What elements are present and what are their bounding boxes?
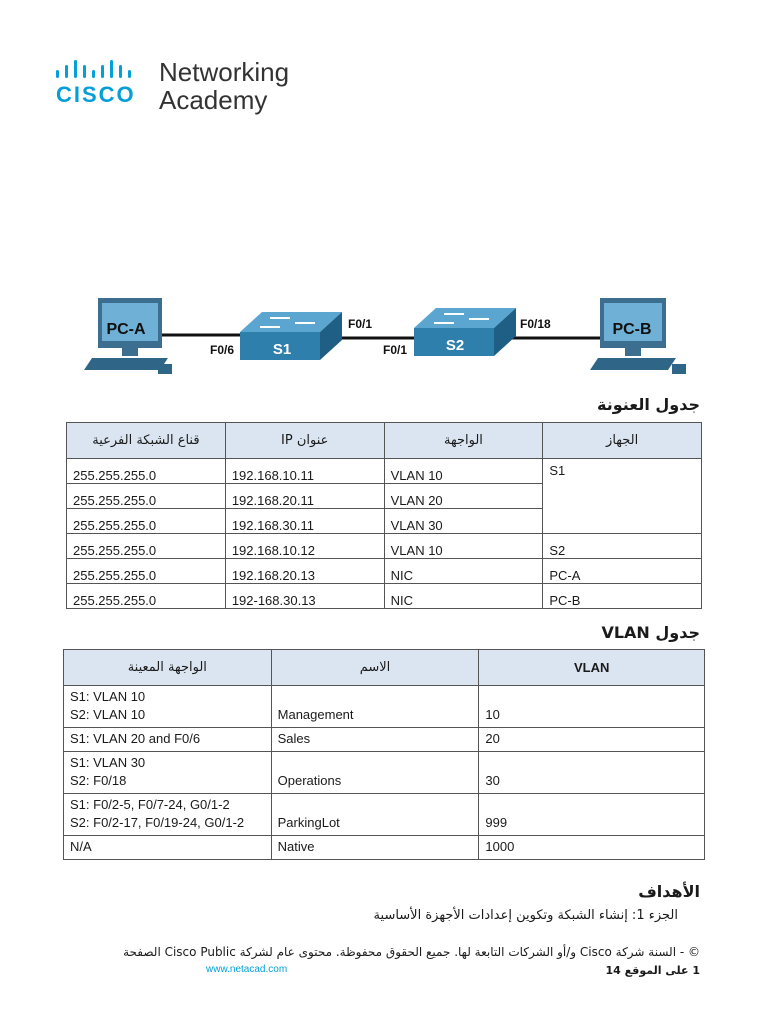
cell-vlan: 1000 (479, 836, 705, 860)
cell-vlan: 10 (479, 686, 705, 728)
logo-networking: Networking (159, 57, 290, 87)
header-name: الاسم (271, 650, 479, 686)
cell-ip: 192.168.10.12 (225, 534, 384, 559)
objective-part-1: الجزء 1: إنشاء الشبكة وتكوين إعدادات الأجهزة الأساسية (373, 908, 678, 923)
assigned-line: S2: F0/2-17, F0/19-24, G0/1-2 (70, 815, 245, 830)
cell-vlan: 999 (479, 794, 705, 836)
cell-assigned: S1: VLAN 20 and F0/6 (64, 728, 272, 752)
assigned-line: S1: VLAN 10 (70, 689, 146, 704)
cell-ip: 192.168.30.11 (225, 509, 384, 534)
addressing-table (66, 422, 702, 609)
port-s1-s2: F0/1 (348, 317, 373, 331)
page-number: 1 على الموقع 14 (605, 964, 700, 977)
cell-name: Native (271, 836, 479, 860)
addressing-table-title: جدول العنونة (597, 395, 700, 414)
cell-mask: 255.255.255.0 (67, 484, 226, 509)
table-row (64, 752, 705, 794)
header-assigned: الواجهة المعينة (64, 650, 272, 686)
assigned-line: S2: F0/18 (70, 773, 127, 788)
cell-assigned (64, 752, 272, 794)
cell-device: PC-B (543, 584, 702, 609)
cell-interface: NIC (384, 584, 543, 609)
cisco-networking-academy-logo (54, 58, 314, 118)
cell-ip: 192.168.20.13 (225, 559, 384, 584)
cell-ip: 192-168.30.13 (225, 584, 384, 609)
table-row (64, 686, 705, 728)
cisco-bars-icon (54, 60, 148, 80)
port-s2-s1: F0/1 (383, 343, 408, 357)
cell-mask: 255.255.255.0 (67, 509, 226, 534)
network-topology-diagram (80, 290, 700, 390)
footer-copyright: © - السنة شركة Cisco و/أو الشركات التابعة لها. جميع الحقوق محفوظة. محتوى عام لشركة Cisco Public الصفحة (123, 945, 700, 959)
addressing-header-row (67, 423, 702, 459)
cell-device: S2 (543, 534, 702, 559)
table-row (67, 559, 702, 584)
netacad-link[interactable]: www.netacad.com (206, 964, 288, 975)
cell-device: PC-A (543, 559, 702, 584)
switch-s2-icon (414, 308, 516, 356)
assigned-line: S1: VLAN 30 (70, 755, 146, 770)
footer-second-line (68, 964, 700, 980)
cell-assigned (64, 794, 272, 836)
cell-assigned: N/A (64, 836, 272, 860)
cell-vlan: 20 (479, 728, 705, 752)
assigned-line: S1: F0/2-5, F0/7-24, G0/1-2 (70, 797, 230, 812)
cell-name: Operations (271, 752, 479, 794)
vlan-table-title: جدول VLAN (601, 623, 700, 642)
table-row (64, 728, 705, 752)
table-row (64, 836, 705, 860)
port-s2-pcb: F0/18 (520, 317, 551, 331)
cell-ip: 192.168.20.11 (225, 484, 384, 509)
cell-vlan: 30 (479, 752, 705, 794)
table-row (67, 534, 702, 559)
header-device: الجهاز (543, 423, 702, 459)
cell-mask: 255.255.255.0 (67, 559, 226, 584)
vlan-table (63, 649, 705, 860)
table-row (67, 459, 702, 484)
table-row (67, 584, 702, 609)
cell-name: ParkingLot (271, 794, 479, 836)
cell-mask: 255.255.255.0 (67, 534, 226, 559)
pc-b-label: PC-B (612, 321, 652, 338)
header-vlan: VLAN (479, 650, 705, 686)
logo-academy: Academy (159, 85, 268, 115)
table-row (64, 794, 705, 836)
cell-name: Management (271, 686, 479, 728)
cell-mask: 255.255.255.0 (67, 584, 226, 609)
cell-device: S1 (543, 459, 702, 534)
objectives-title: الأهداف (638, 882, 700, 901)
cisco-wordmark: CISCO (56, 82, 136, 107)
header-interface: الواجهة (384, 423, 543, 459)
cell-interface: VLAN 20 (384, 484, 543, 509)
vlan-header-row (64, 650, 705, 686)
port-pca-s1: F0/6 (210, 343, 235, 357)
cell-interface: VLAN 30 (384, 509, 543, 534)
cell-ip: 192.168.10.11 (225, 459, 384, 484)
pc-a-label: PC-A (106, 321, 146, 338)
cell-mask: 255.255.255.0 (67, 459, 226, 484)
header-mask: قناع الشبكة الفرعية (67, 423, 226, 459)
header-ip: عنوان IP (225, 423, 384, 459)
cell-interface: NIC (384, 559, 543, 584)
assigned-line: S2: VLAN 10 (70, 707, 146, 722)
switch-s1-label: S1 (272, 341, 292, 358)
cell-name: Sales (271, 728, 479, 752)
cell-interface: VLAN 10 (384, 459, 543, 484)
cell-assigned (64, 686, 272, 728)
cell-interface: VLAN 10 (384, 534, 543, 559)
switch-s2-label: S2 (445, 337, 465, 354)
